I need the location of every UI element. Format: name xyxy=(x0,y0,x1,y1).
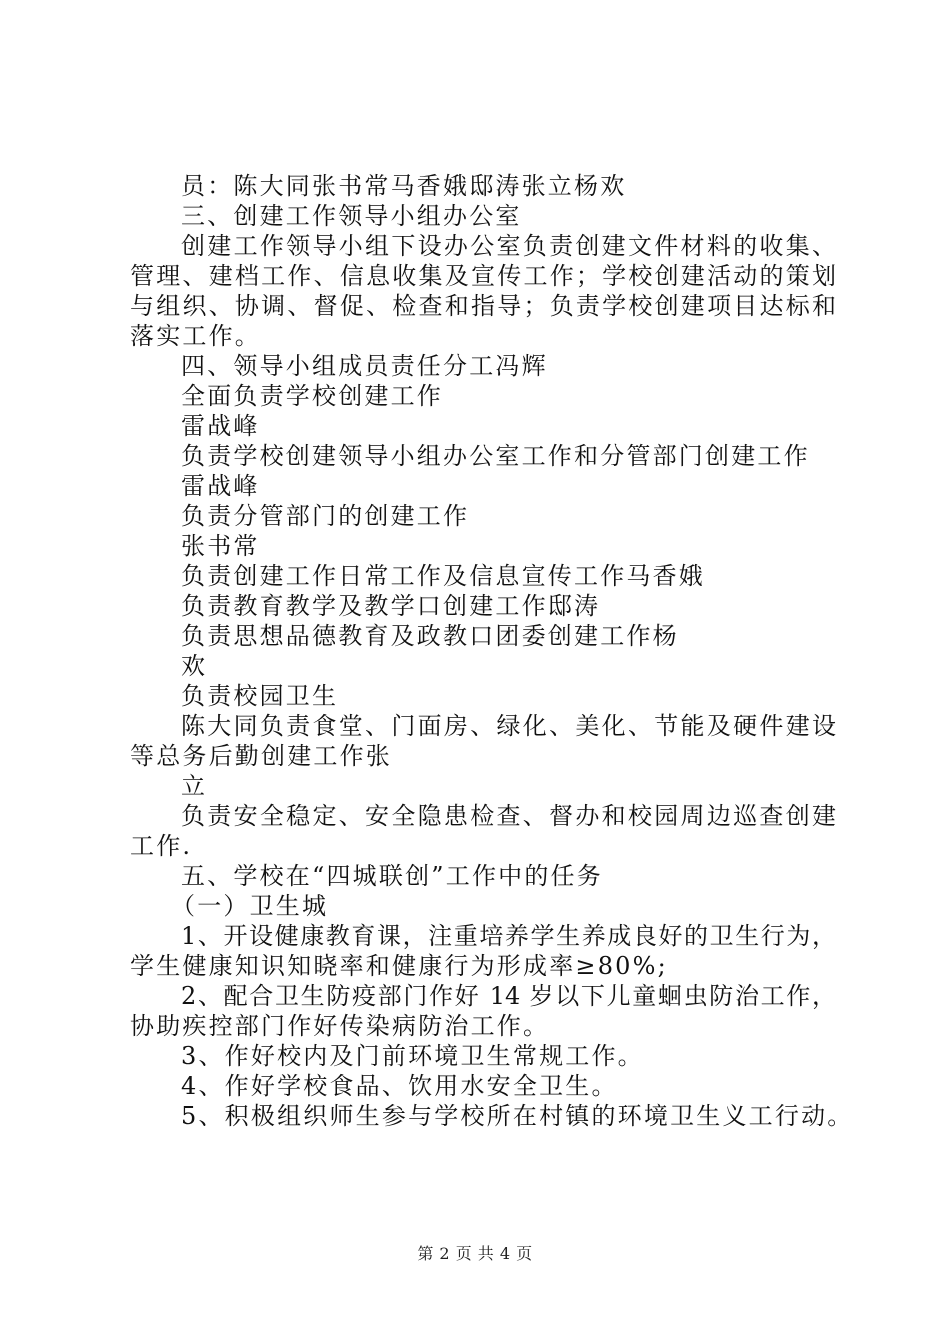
list-item: 2、配合卫生防疫部门作好 14 岁以下儿童蛔虫防治工作， xyxy=(181,982,836,1010)
paragraph-line: 与组织、协调、督促、检查和指导；负责学校创建项目达标和 xyxy=(130,292,836,320)
text-line: 负责学校创建领导小组办公室工作和分管部门创建工作 xyxy=(181,442,810,470)
paragraph-line: 工作. xyxy=(130,832,193,860)
text-line: 雷战峰 xyxy=(181,472,260,500)
text-line: 张书常 xyxy=(181,532,260,560)
page-footer: 第 2 页 共 4 页 xyxy=(417,1244,533,1263)
paragraph-line: 落实工作。 xyxy=(130,322,261,350)
list-item-continuation: 学生健康知识知晓率和健康行为形成率≥80%; xyxy=(130,952,668,980)
paragraph-line: 陈大同负责食堂、门面房、绿化、美化、节能及硬件建设 xyxy=(181,712,836,740)
text-line: 负责分管部门的创建工作 xyxy=(181,502,470,530)
list-item: 3、作好校内及门前环境卫生常规工作。 xyxy=(181,1042,644,1070)
section-heading: 五、学校在“四城联创”工作中的任务 xyxy=(181,862,603,890)
paragraph-line: 等总务后勤创建工作张 xyxy=(130,742,392,770)
text-line: 欢 xyxy=(181,652,208,680)
text-line: 负责创建工作日常工作及信息宣传工作马香娥 xyxy=(181,562,705,590)
text-line: 立 xyxy=(181,772,208,800)
list-item-continuation: 协助疾控部门作好传染病防治工作。 xyxy=(130,1012,550,1040)
paragraph-line: 负责安全稳定、安全隐患检查、督办和校园周边巡查创建 xyxy=(181,802,836,830)
paragraph-line: 创建工作领导小组下设办公室负责创建文件材料的收集、 xyxy=(181,232,836,260)
paragraph-line: 管理、建档工作、信息收集及宣传工作；学校创建活动的策划 xyxy=(130,262,836,290)
section-heading: 三、创建工作领导小组办公室 xyxy=(181,202,522,230)
text-line: 负责思想品德教育及政教口团委创建工作杨 xyxy=(181,622,679,650)
text-line: 负责教育教学及教学口创建工作邸涛 xyxy=(181,592,601,620)
text-line: 雷战峰 xyxy=(181,412,260,440)
section-heading: 四、领导小组成员责任分工冯辉 xyxy=(181,352,548,380)
subsection-heading: （一）卫生城 xyxy=(171,892,329,920)
list-item: 5、积极组织师生参与学校所在村镇的环境卫生义工行动。 xyxy=(181,1102,854,1130)
list-item: 4、作好学校食品、饮用水安全卫生。 xyxy=(181,1072,618,1100)
text-line: 员：陈大同张书常马香娥邸涛张立杨欢 xyxy=(181,172,627,200)
text-line: 全面负责学校创建工作 xyxy=(181,382,443,410)
text-line: 负责校园卫生 xyxy=(181,682,339,710)
list-item: 1、开设健康教育课，注重培养学生养成良好的卫生行为， xyxy=(181,922,836,950)
